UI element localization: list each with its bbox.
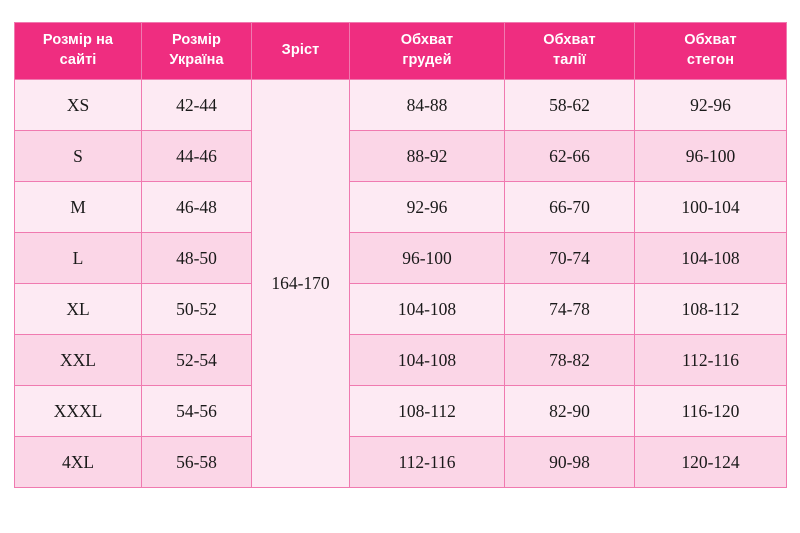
cell-site-size: M	[15, 182, 142, 233]
cell-ua-size: 42-44	[142, 80, 252, 131]
table-row	[15, 386, 787, 437]
header-line-2: сайті	[59, 52, 97, 68]
table-row	[15, 131, 787, 182]
cell-hips: 108-112	[635, 284, 787, 335]
cell-waist: 58-62	[505, 80, 635, 131]
header-cell-hips	[635, 23, 787, 80]
header-line-1: Обхват	[684, 32, 737, 49]
cell-waist: 90-98	[505, 437, 635, 488]
cell-chest: 104-108	[350, 284, 505, 335]
cell-chest: 108-112	[350, 386, 505, 437]
cell-height: 164-170	[252, 80, 350, 488]
cell-ua-size: 52-54	[142, 335, 252, 386]
cell-chest: 96-100	[350, 233, 505, 284]
header-line-2: стегон	[686, 52, 735, 68]
cell-chest: 88-92	[350, 131, 505, 182]
header-cell-waist	[505, 23, 635, 80]
cell-hips: 112-116	[635, 335, 787, 386]
cell-ua-size: 54-56	[142, 386, 252, 437]
header-row	[15, 23, 787, 80]
table-row	[15, 284, 787, 335]
header-line-1: Розмір	[171, 32, 222, 49]
cell-ua-size: 56-58	[142, 437, 252, 488]
table-body	[15, 80, 787, 488]
cell-site-size: XXXL	[15, 386, 142, 437]
cell-site-size: XL	[15, 284, 142, 335]
size-chart-table	[14, 22, 787, 488]
cell-waist: 62-66	[505, 131, 635, 182]
cell-hips: 120-124	[635, 437, 787, 488]
header-line-1: Розмір на	[42, 32, 114, 49]
cell-chest: 84-88	[350, 80, 505, 131]
header-line-2: талії	[553, 52, 586, 68]
cell-waist: 70-74	[505, 233, 635, 284]
cell-hips: 100-104	[635, 182, 787, 233]
header-cell-site-size	[15, 23, 142, 80]
header-line-2: грудей	[402, 52, 452, 68]
table-row	[15, 437, 787, 488]
header-line-1: Обхват	[543, 32, 596, 49]
cell-hips: 96-100	[635, 131, 787, 182]
cell-hips: 116-120	[635, 386, 787, 437]
table-header	[15, 23, 787, 80]
header-cell-chest	[350, 23, 505, 80]
cell-site-size: 4XL	[15, 437, 142, 488]
cell-chest: 104-108	[350, 335, 505, 386]
header-cell-height	[252, 23, 350, 80]
cell-ua-size: 48-50	[142, 233, 252, 284]
table-row	[15, 80, 787, 131]
table-row	[15, 182, 787, 233]
table-row	[15, 335, 787, 386]
cell-hips: 104-108	[635, 233, 787, 284]
header-line-2: Україна	[169, 52, 224, 68]
cell-site-size: XS	[15, 80, 142, 131]
header-line-1: Зріст	[281, 42, 320, 59]
cell-hips: 92-96	[635, 80, 787, 131]
table-row	[15, 233, 787, 284]
cell-waist: 82-90	[505, 386, 635, 437]
cell-ua-size: 50-52	[142, 284, 252, 335]
cell-waist: 78-82	[505, 335, 635, 386]
header-cell-ua-size	[142, 23, 252, 80]
cell-ua-size: 44-46	[142, 131, 252, 182]
header-line-1: Обхват	[400, 32, 454, 49]
cell-site-size: XXL	[15, 335, 142, 386]
cell-waist: 74-78	[505, 284, 635, 335]
cell-site-size: L	[15, 233, 142, 284]
cell-ua-size: 46-48	[142, 182, 252, 233]
cell-waist: 66-70	[505, 182, 635, 233]
cell-site-size: S	[15, 131, 142, 182]
cell-chest: 112-116	[350, 437, 505, 488]
cell-chest: 92-96	[350, 182, 505, 233]
